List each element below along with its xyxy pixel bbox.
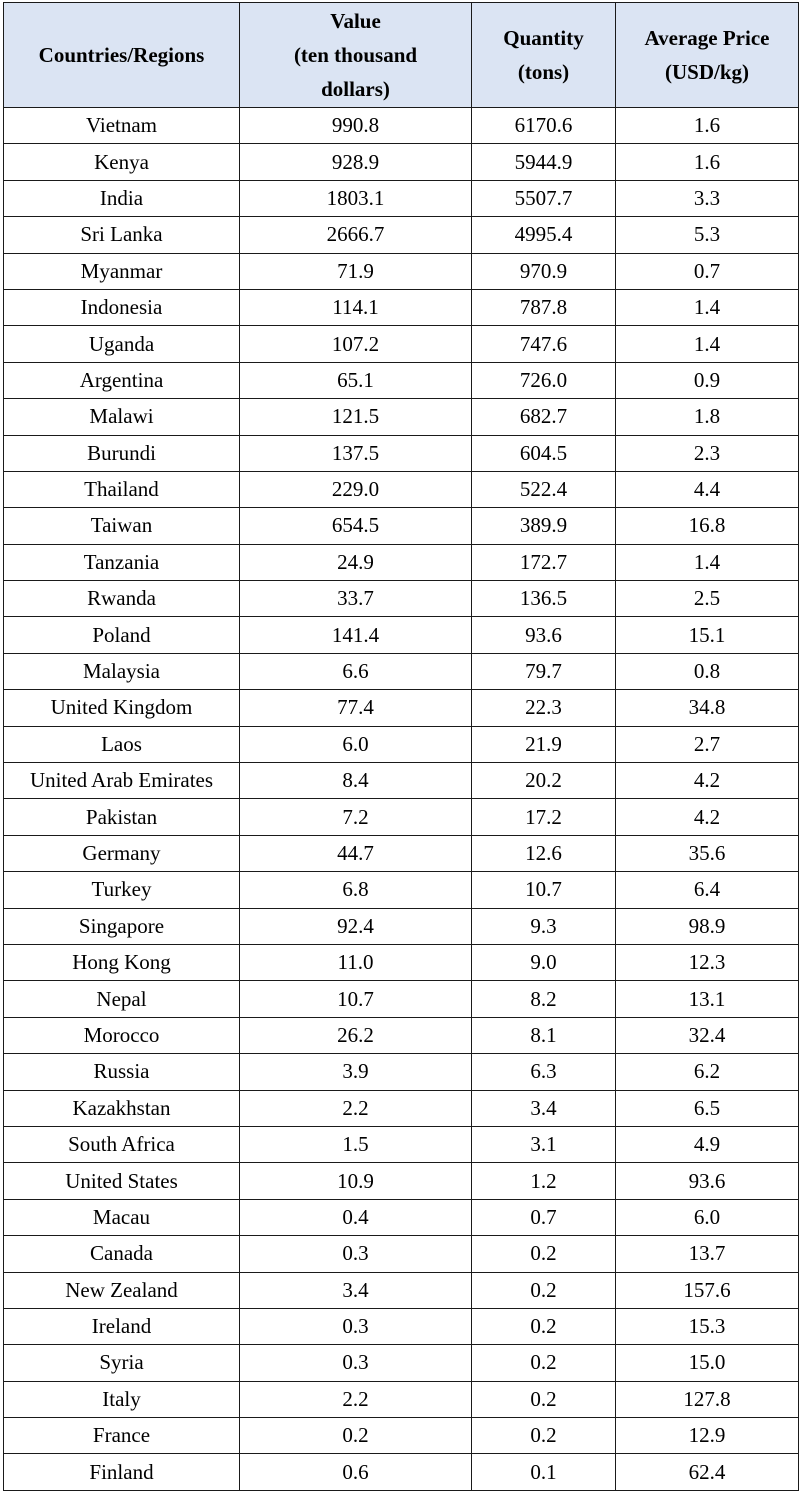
- country-cell: Burundi: [4, 435, 240, 471]
- table-row: [4, 253, 799, 289]
- table-row: [4, 326, 799, 362]
- country-cell: Russia: [4, 1054, 240, 1090]
- average-price-cell: 1.8: [616, 399, 799, 435]
- value-cell: 8.4: [240, 763, 472, 799]
- quantity-cell: 3.4: [472, 1090, 616, 1126]
- average-price-cell: 1.4: [616, 326, 799, 362]
- average-price-cell: 3.3: [616, 180, 799, 216]
- table-row: [4, 1454, 799, 1490]
- quantity-cell: 5507.7: [472, 180, 616, 216]
- table-row: [4, 1054, 799, 1090]
- value-cell: 2666.7: [240, 217, 472, 253]
- country-cell: Malawi: [4, 399, 240, 435]
- country-cell: United Kingdom: [4, 690, 240, 726]
- quantity-cell: 8.1: [472, 1017, 616, 1053]
- header-line: (USD/kg): [664, 60, 749, 84]
- header-line: Quantity: [503, 26, 584, 50]
- value-cell: 229.0: [240, 471, 472, 507]
- table-row: [4, 289, 799, 325]
- column-header-quantity: [472, 3, 616, 108]
- header-line: Average Price: [644, 26, 770, 50]
- value-cell: 0.2: [240, 1418, 472, 1454]
- table-row: [4, 217, 799, 253]
- table-header: [4, 3, 799, 108]
- header-line: (tons): [517, 60, 570, 84]
- quantity-cell: 0.2: [472, 1345, 616, 1381]
- quantity-cell: 787.8: [472, 289, 616, 325]
- table-row: [4, 1308, 799, 1344]
- table-body: [4, 108, 799, 1491]
- average-price-cell: 1.6: [616, 144, 799, 180]
- quantity-cell: 136.5: [472, 581, 616, 617]
- value-cell: 0.3: [240, 1236, 472, 1272]
- average-price-cell: 1.4: [616, 289, 799, 325]
- value-cell: 0.6: [240, 1454, 472, 1490]
- quantity-cell: 682.7: [472, 399, 616, 435]
- quantity-cell: 21.9: [472, 726, 616, 762]
- header-line: Countries/Regions: [38, 43, 205, 67]
- table-row: [4, 581, 799, 617]
- country-cell: Macau: [4, 1199, 240, 1235]
- average-price-cell: 0.8: [616, 653, 799, 689]
- table-row: [4, 435, 799, 471]
- country-cell: United Arab Emirates: [4, 763, 240, 799]
- country-cell: Argentina: [4, 362, 240, 398]
- column-header-average-price: [616, 3, 799, 108]
- table-row: [4, 1017, 799, 1053]
- country-cell: Rwanda: [4, 581, 240, 617]
- value-cell: 121.5: [240, 399, 472, 435]
- average-price-cell: 12.9: [616, 1418, 799, 1454]
- country-cell: France: [4, 1418, 240, 1454]
- country-cell: Indonesia: [4, 289, 240, 325]
- table-row: [4, 1418, 799, 1454]
- table-row: [4, 1090, 799, 1126]
- average-price-cell: 6.0: [616, 1199, 799, 1235]
- country-cell: Poland: [4, 617, 240, 653]
- quantity-cell: 10.7: [472, 872, 616, 908]
- country-cell: Ireland: [4, 1308, 240, 1344]
- trade-data-table: [3, 2, 799, 1491]
- value-cell: 92.4: [240, 908, 472, 944]
- value-cell: 44.7: [240, 835, 472, 871]
- quantity-cell: 389.9: [472, 508, 616, 544]
- country-cell: Morocco: [4, 1017, 240, 1053]
- average-price-cell: 6.5: [616, 1090, 799, 1126]
- quantity-cell: 0.2: [472, 1236, 616, 1272]
- value-cell: 24.9: [240, 544, 472, 580]
- average-price-cell: 157.6: [616, 1272, 799, 1308]
- country-cell: Pakistan: [4, 799, 240, 835]
- average-price-cell: 0.7: [616, 253, 799, 289]
- country-cell: Canada: [4, 1236, 240, 1272]
- average-price-cell: 34.8: [616, 690, 799, 726]
- quantity-cell: 93.6: [472, 617, 616, 653]
- average-price-cell: 15.3: [616, 1308, 799, 1344]
- average-price-cell: 4.2: [616, 799, 799, 835]
- country-cell: Italy: [4, 1381, 240, 1417]
- country-cell: Syria: [4, 1345, 240, 1381]
- country-cell: New Zealand: [4, 1272, 240, 1308]
- value-cell: 11.0: [240, 944, 472, 980]
- table-row: [4, 944, 799, 980]
- country-cell: Myanmar: [4, 253, 240, 289]
- average-price-cell: 13.7: [616, 1236, 799, 1272]
- table-row: [4, 1345, 799, 1381]
- average-price-cell: 6.4: [616, 872, 799, 908]
- quantity-cell: 0.1: [472, 1454, 616, 1490]
- quantity-cell: 6.3: [472, 1054, 616, 1090]
- value-cell: 3.9: [240, 1054, 472, 1090]
- quantity-cell: 0.2: [472, 1308, 616, 1344]
- country-cell: South Africa: [4, 1126, 240, 1162]
- average-price-cell: 15.1: [616, 617, 799, 653]
- table-row: [4, 763, 799, 799]
- average-price-cell: 5.3: [616, 217, 799, 253]
- quantity-cell: 8.2: [472, 981, 616, 1017]
- country-cell: Finland: [4, 1454, 240, 1490]
- average-price-cell: 13.1: [616, 981, 799, 1017]
- value-cell: 10.9: [240, 1163, 472, 1199]
- value-cell: 928.9: [240, 144, 472, 180]
- table-row: [4, 362, 799, 398]
- country-cell: Laos: [4, 726, 240, 762]
- table-row: [4, 653, 799, 689]
- value-cell: 0.3: [240, 1345, 472, 1381]
- value-cell: 141.4: [240, 617, 472, 653]
- header-line: Value: [330, 9, 381, 33]
- country-cell: Sri Lanka: [4, 217, 240, 253]
- average-price-cell: 127.8: [616, 1381, 799, 1417]
- value-cell: 0.3: [240, 1308, 472, 1344]
- table-row: [4, 908, 799, 944]
- quantity-cell: 0.2: [472, 1381, 616, 1417]
- average-price-cell: 4.4: [616, 471, 799, 507]
- country-cell: India: [4, 180, 240, 216]
- table-row: [4, 1381, 799, 1417]
- average-price-cell: 98.9: [616, 908, 799, 944]
- quantity-cell: 172.7: [472, 544, 616, 580]
- value-cell: 2.2: [240, 1381, 472, 1417]
- country-cell: United States: [4, 1163, 240, 1199]
- value-cell: 6.0: [240, 726, 472, 762]
- average-price-cell: 93.6: [616, 1163, 799, 1199]
- quantity-cell: 4995.4: [472, 217, 616, 253]
- average-price-cell: 35.6: [616, 835, 799, 871]
- header-line: dollars): [321, 77, 390, 101]
- average-price-cell: 1.4: [616, 544, 799, 580]
- value-cell: 71.9: [240, 253, 472, 289]
- value-cell: 107.2: [240, 326, 472, 362]
- quantity-cell: 1.2: [472, 1163, 616, 1199]
- header-line: (ten thousand: [293, 43, 418, 67]
- table-row: [4, 399, 799, 435]
- quantity-cell: 20.2: [472, 763, 616, 799]
- quantity-cell: 0.2: [472, 1418, 616, 1454]
- value-cell: 137.5: [240, 435, 472, 471]
- table-row: [4, 1126, 799, 1162]
- country-cell: Vietnam: [4, 108, 240, 144]
- value-cell: 6.6: [240, 653, 472, 689]
- country-cell: Hong Kong: [4, 944, 240, 980]
- table-row: [4, 835, 799, 871]
- average-price-cell: 12.3: [616, 944, 799, 980]
- country-cell: Uganda: [4, 326, 240, 362]
- value-cell: 990.8: [240, 108, 472, 144]
- country-cell: Kenya: [4, 144, 240, 180]
- table-row: [4, 508, 799, 544]
- value-cell: 1.5: [240, 1126, 472, 1162]
- table-row: [4, 544, 799, 580]
- quantity-cell: 17.2: [472, 799, 616, 835]
- country-cell: Thailand: [4, 471, 240, 507]
- table-row: [4, 471, 799, 507]
- quantity-cell: 0.7: [472, 1199, 616, 1235]
- value-cell: 0.4: [240, 1199, 472, 1235]
- table-row: [4, 872, 799, 908]
- quantity-cell: 5944.9: [472, 144, 616, 180]
- table-row: [4, 1199, 799, 1235]
- table-row: [4, 1163, 799, 1199]
- average-price-cell: 16.8: [616, 508, 799, 544]
- quantity-cell: 3.1: [472, 1126, 616, 1162]
- value-cell: 65.1: [240, 362, 472, 398]
- average-price-cell: 1.6: [616, 108, 799, 144]
- quantity-cell: 79.7: [472, 653, 616, 689]
- country-cell: Kazakhstan: [4, 1090, 240, 1126]
- average-price-cell: 2.5: [616, 581, 799, 617]
- quantity-cell: 726.0: [472, 362, 616, 398]
- quantity-cell: 12.6: [472, 835, 616, 871]
- country-cell: Germany: [4, 835, 240, 871]
- quantity-cell: 0.2: [472, 1272, 616, 1308]
- table-row: [4, 1272, 799, 1308]
- quantity-cell: 6170.6: [472, 108, 616, 144]
- quantity-cell: 9.0: [472, 944, 616, 980]
- value-cell: 3.4: [240, 1272, 472, 1308]
- quantity-cell: 22.3: [472, 690, 616, 726]
- country-cell: Nepal: [4, 981, 240, 1017]
- table-row: [4, 690, 799, 726]
- column-header-countries: [4, 3, 240, 108]
- table-row: [4, 981, 799, 1017]
- country-cell: Tanzania: [4, 544, 240, 580]
- value-cell: 77.4: [240, 690, 472, 726]
- table-row: [4, 180, 799, 216]
- value-cell: 2.2: [240, 1090, 472, 1126]
- value-cell: 7.2: [240, 799, 472, 835]
- country-cell: Singapore: [4, 908, 240, 944]
- average-price-cell: 2.7: [616, 726, 799, 762]
- value-cell: 6.8: [240, 872, 472, 908]
- value-cell: 654.5: [240, 508, 472, 544]
- country-cell: Taiwan: [4, 508, 240, 544]
- table-row: [4, 617, 799, 653]
- quantity-cell: 604.5: [472, 435, 616, 471]
- average-price-cell: 32.4: [616, 1017, 799, 1053]
- header-row: [4, 3, 799, 108]
- table-row: [4, 144, 799, 180]
- value-cell: 26.2: [240, 1017, 472, 1053]
- table-row: [4, 726, 799, 762]
- table-row: [4, 1236, 799, 1272]
- average-price-cell: 2.3: [616, 435, 799, 471]
- average-price-cell: 4.2: [616, 763, 799, 799]
- average-price-cell: 0.9: [616, 362, 799, 398]
- table-row: [4, 799, 799, 835]
- value-cell: 114.1: [240, 289, 472, 325]
- average-price-cell: 4.9: [616, 1126, 799, 1162]
- quantity-cell: 522.4: [472, 471, 616, 507]
- average-price-cell: 15.0: [616, 1345, 799, 1381]
- quantity-cell: 9.3: [472, 908, 616, 944]
- value-cell: 10.7: [240, 981, 472, 1017]
- average-price-cell: 6.2: [616, 1054, 799, 1090]
- quantity-cell: 747.6: [472, 326, 616, 362]
- table-row: [4, 108, 799, 144]
- country-cell: Malaysia: [4, 653, 240, 689]
- average-price-cell: 62.4: [616, 1454, 799, 1490]
- quantity-cell: 970.9: [472, 253, 616, 289]
- column-header-value: [240, 3, 472, 108]
- value-cell: 1803.1: [240, 180, 472, 216]
- value-cell: 33.7: [240, 581, 472, 617]
- country-cell: Turkey: [4, 872, 240, 908]
